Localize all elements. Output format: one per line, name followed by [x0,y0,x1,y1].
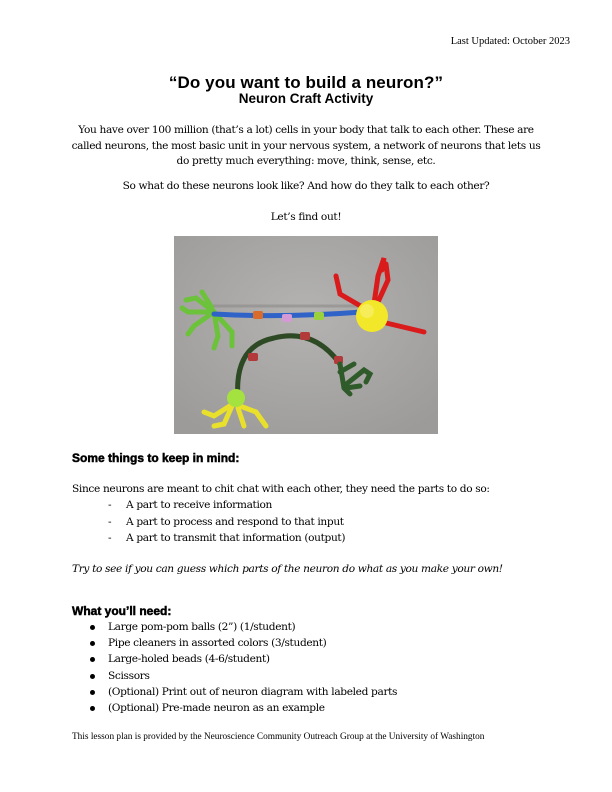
bullet-icon [90,625,95,630]
section-heading-what-you-need: What you’ll need: [72,604,172,618]
list-item: Large-holed beads (4-6/student) [90,653,397,669]
light-green-pompom [227,389,245,407]
list-item: - A part to process and respond to that input [108,515,344,528]
intro-paragraph: You have over 100 million (that’s a lot) cells in your body that talk to each other. These are called neurons, the most basic unit in your nervous system, a network of neurons that lets us do pretty much everything: move, think, sense, etc. [71,124,541,167]
dash-bullet-icon: - [108,532,112,544]
bullet-icon [90,657,95,662]
list-item: (Optional) Pre-made neuron as an example [90,702,397,718]
parts-list [108,499,345,549]
intro-find-out: Let’s find out! [270,211,342,223]
list-item: Pipe cleaners in assorted colors (3/student) [90,637,397,653]
list-item: (Optional) Print out of neuron diagram with labeled parts [90,686,397,702]
footer-credit: This lesson plan is provided by the Neuroscience Community Outreach Group at the University of Washington [72,732,485,742]
parts-intro: Since neurons are meant to chit chat with each other, they need the parts to do so: [72,483,490,495]
neuron-craft-photo [174,236,438,434]
bullet-icon [90,690,95,695]
materials-list [90,621,397,718]
page-title: “Do you want to build a neuron?” [168,73,444,92]
dash-bullet-icon: - [108,499,112,511]
list-item: Large pom-pom balls (2”) (1/student) [90,621,397,637]
bullet-icon [90,674,95,679]
list-item: Scissors [90,670,397,686]
guess-prompt: Try to see if you can guess which parts of the neuron do what as you make your own! [72,563,503,575]
dash-bullet-icon: - [108,515,112,528]
last-updated: Last Updated: October 2023 [450,36,570,47]
section-heading-keep-in-mind: Some things to keep in mind: [72,451,240,465]
bullet-icon [90,706,95,711]
bullet-icon [90,641,95,646]
intro-question: So what do these neurons look like? And how do they talk to each other? [122,180,490,192]
page-subtitle: Neuron Craft Activity [238,91,374,106]
list-item: - A part to transmit that information (output) [108,532,346,544]
neuron-craft-illustration [174,236,438,434]
list-item: - A part to receive information [108,499,272,511]
yellow-pompom [356,300,388,332]
